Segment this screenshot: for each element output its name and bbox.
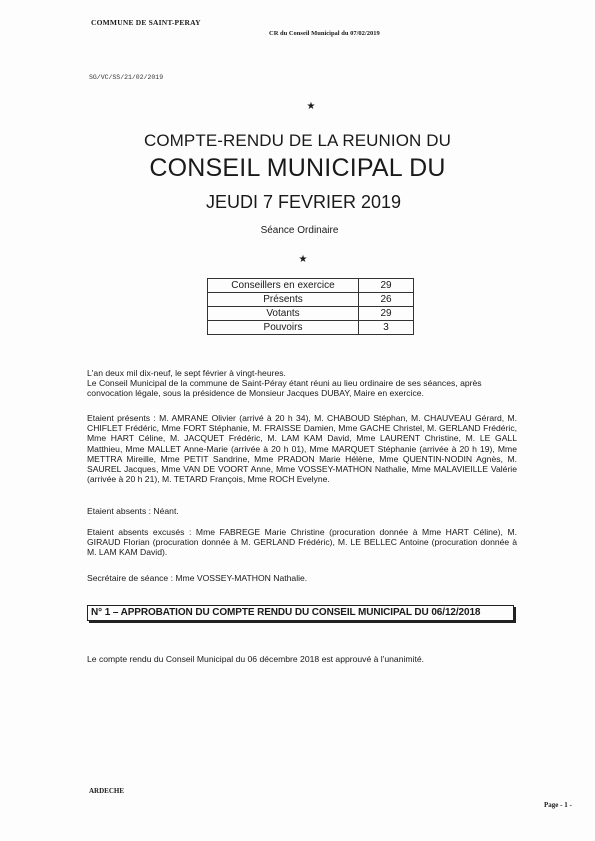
table-row (208, 321, 414, 335)
document-header-title: CR du Conseil Municipal du 07/02/2019 (269, 30, 380, 37)
session-secretary: Secrétaire de séance : Mme VOSSEY-MATHON Nathalie. (87, 573, 308, 583)
stat-label: Votants (208, 307, 359, 321)
stat-value: 29 (359, 279, 414, 293)
page-number: Page - 1 - (544, 801, 572, 809)
table-row (208, 307, 414, 321)
session-type: Séance Ordinaire (260, 225, 339, 236)
reference-code: SG/VC/SS/21/02/2019 (89, 74, 164, 81)
table-row (208, 293, 414, 307)
present-members: Etaient présents : M. AMRANE Olivier (arrivé à 20 h 34), M. CHABOUD Stéphan, M. CHAUVEAU Gérard, M. CHIFLET Frédéric, Mme FORT Stéphanie, M. FRAISSE Damien, Mme GACHE Christel, M. GERLAND Frédéric, Mme HART Céline, M. JACQUET Frédéric, M. LAM KAM David, Mme LAURENT Christine, M. LE GALL Matthieu, Mme MALLET Anne-Marie (arrivée à 20 h 01), Mme MARQUET Stéphanie (arrivée à 20 h 19), Mme METTRA Mireille, Mme PETIT Sandrine, Mme PRADON Marie Hélène, Mme QUENTIN-NODIN Agnès, M. SAUREL Jacques, Mme VAN DE VOORT Anne, Mme VOSSEY-MATHON Nathalie, Mme MALAVIEILLE Valérie (arrivée à 20 h 21), M. TETARD François, Mme ROCH Evelyne. (87, 413, 517, 485)
excused-members: Etaient absents excusés : Mme FABREGE Marie Christine (procuration donnée à Mme HART Céline), M. GIRAUD Florian (procuration donnée à M. GERLAND Frédéric), M. LE BELLEC Antoine (procuration donnée à M. LAM KAM David). (87, 527, 517, 558)
section-heading-box (87, 605, 514, 621)
stat-label: Conseillers en exercice (208, 279, 359, 293)
intro-paragraph (87, 368, 517, 399)
stat-label: Présents (208, 293, 359, 307)
intro-line-2: Le Conseil Municipal de la commune de Saint-Péray étant réuni au lieu ordinaire de ses séances, après convocation légale, sous la présidence de Monsieur Jacques DUBAY, Maire en exercice. (87, 378, 482, 399)
title-line-1: COMPTE-RENDU DE LA REUNION DU (143, 131, 452, 150)
star-icon: ★ (306, 101, 316, 112)
footer-department: ARDECHE (89, 787, 125, 795)
intro-line-1: L'an deux mil dix-neuf, le sept février à vingt-heures. (87, 368, 286, 378)
section-heading: N° 1 – APPROBATION DU COMPTE RENDU DU CONSEIL MUNICIPAL DU 06/12/2018 (91, 607, 481, 618)
title-line-2: CONSEIL MUNICIPAL DU (149, 154, 446, 182)
stat-value: 29 (359, 307, 414, 321)
stat-label: Pouvoirs (208, 321, 359, 335)
meeting-date: JEUDI 7 FEVRIER 2019 (205, 192, 402, 212)
attendance-table (207, 278, 414, 335)
resolution-text: Le compte rendu du Conseil Municipal du 06 décembre 2018 est approuvé à l'unanimité. (87, 654, 425, 664)
absent-members: Etaient absents : Néant. (87, 506, 179, 516)
stat-value: 26 (359, 293, 414, 307)
star-icon: ★ (298, 254, 308, 265)
table-row (208, 279, 414, 293)
commune-header: COMMUNE DE SAINT-PERAY (91, 18, 201, 27)
stat-value: 3 (359, 321, 414, 335)
